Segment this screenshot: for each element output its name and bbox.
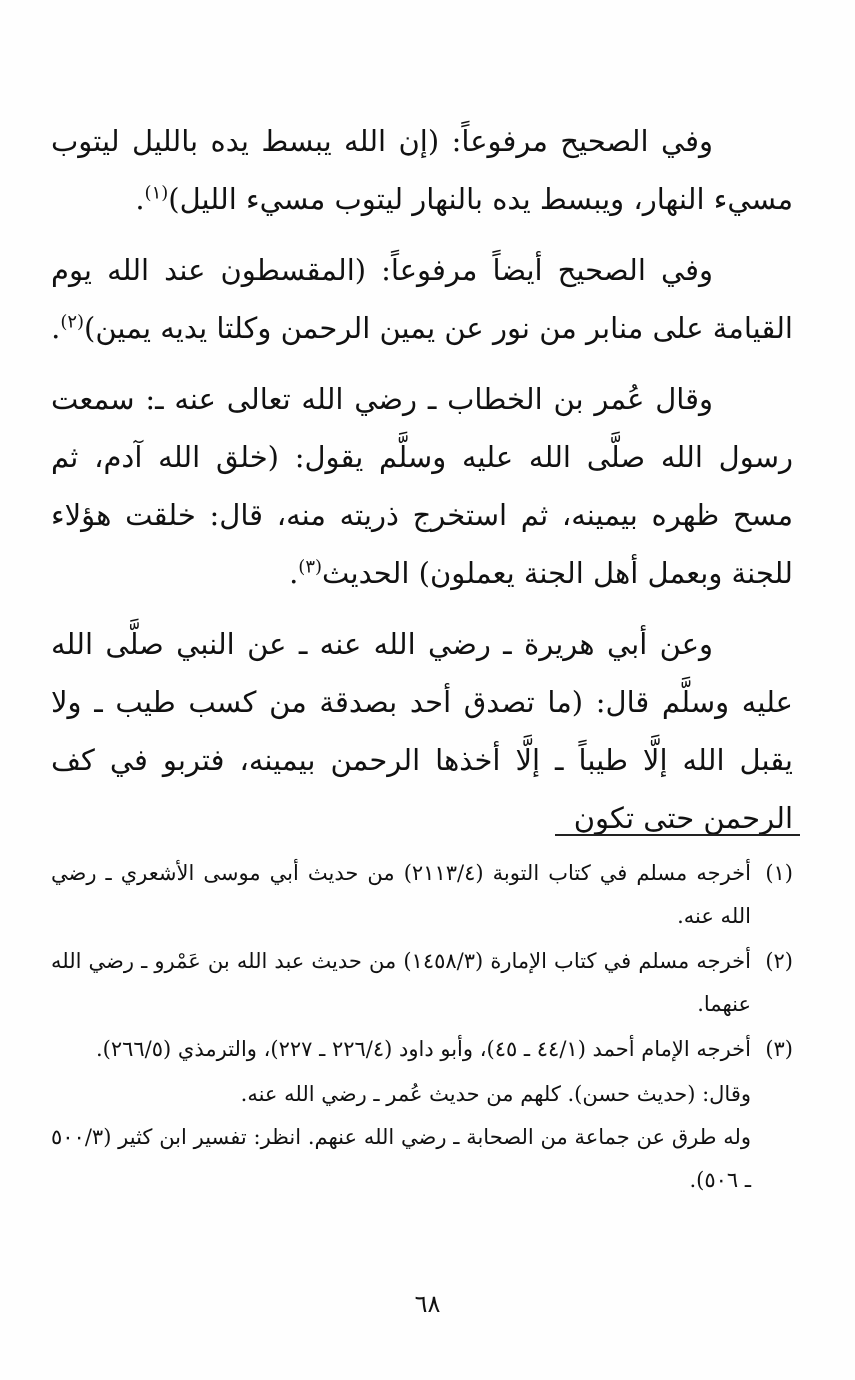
paragraph-2-end: . xyxy=(51,311,61,345)
footnote-number-2: (٢) xyxy=(765,949,793,973)
paragraph-4-text: وعن أبي هريرة ـ رضي الله عنه ـ عن النبي صلَّى الله عليه وسلَّم قال: (ما تصدق أحد بصدقة من كسب طيب ـ ولا يقبل الله إلَّا طيباً ـ إلَّا أخذها الرحمن بيمينه، فتربو في كف الرحمن حتى تكون xyxy=(51,627,793,835)
paragraph-1-text: وفي الصحيح مرفوعاً: (إن الله يبسط يده بالليل ليتوب مسيء النهار، ويبسط يده بالنهار ليتوب مسيء الليل) xyxy=(51,124,793,216)
footnote-2 xyxy=(51,940,793,1026)
footnote-3-line-1: وقال: (حديث حسن). كلهم من حديث عُمر ـ رضي الله عنه. xyxy=(240,1082,751,1106)
footnote-1 xyxy=(51,852,793,938)
footnote-ref-2[interactable]: (٢) xyxy=(60,311,85,333)
page-number: ٦٨ xyxy=(414,1290,441,1318)
footnote-ref-3[interactable]: (٣) xyxy=(298,556,323,578)
paragraph-3-text: وقال عُمر بن الخطاب ـ رضي الله تعالى عنه ـ: سمعت رسول الله صلَّى الله عليه وسلَّم يقول: (خلق الله آدم، ثم مسح ظهره بيمينه، ثم استخرج ذريته منه، قال: خلقت هؤلاء للجنة وبعمل أهل الجنة يعملون) الحديث xyxy=(51,382,793,590)
footnote-text-1: أخرجه مسلم في كتاب التوبة (٢١١٣/٤) من حديث أبي موسى الأشعري ـ رضي الله عنه. xyxy=(51,861,751,928)
footnotes xyxy=(51,852,793,1202)
footnote-text-3: أخرجه الإمام أحمد (٤٤/١ ـ ٤٥)، وأبو داود (٢٢٦/٤ ـ ٢٢٧)، والترمذي (٢٦٦/٥). xyxy=(95,1037,751,1061)
paragraph-1-end: . xyxy=(135,182,145,216)
footnote-3-line-2: وله طرق عن جماعة من الصحابة ـ رضي الله عنهم. انظر: تفسير ابن كثير (٥٠٠/٣ ـ ٥٠٦). xyxy=(51,1125,751,1192)
paragraph-3 xyxy=(51,370,793,602)
footnote-number-3: (٣) xyxy=(765,1037,793,1061)
footnote-ref-1[interactable]: (١) xyxy=(144,182,169,204)
main-text xyxy=(51,112,793,860)
paragraph-1 xyxy=(51,112,793,228)
footnote-3 xyxy=(51,1028,793,1071)
footnote-text-2: أخرجه مسلم في كتاب الإمارة (١٤٥٨/٣) من حديث عبد الله بن عَمْرو ـ رضي الله عنهما. xyxy=(51,949,751,1016)
footnote-number-1: (١) xyxy=(765,861,793,885)
footnote-3-continuation xyxy=(51,1073,793,1202)
footnote-divider xyxy=(555,834,800,836)
paragraph-3-end: . xyxy=(289,556,299,590)
paragraph-4 xyxy=(51,615,793,847)
paragraph-2 xyxy=(51,241,793,357)
paragraph-2-text: وفي الصحيح أيضاً مرفوعاً: (المقسطون عند الله يوم القيامة على منابر من نور عن يمين الرحمن وكلتا يديه يمين) xyxy=(51,253,793,345)
